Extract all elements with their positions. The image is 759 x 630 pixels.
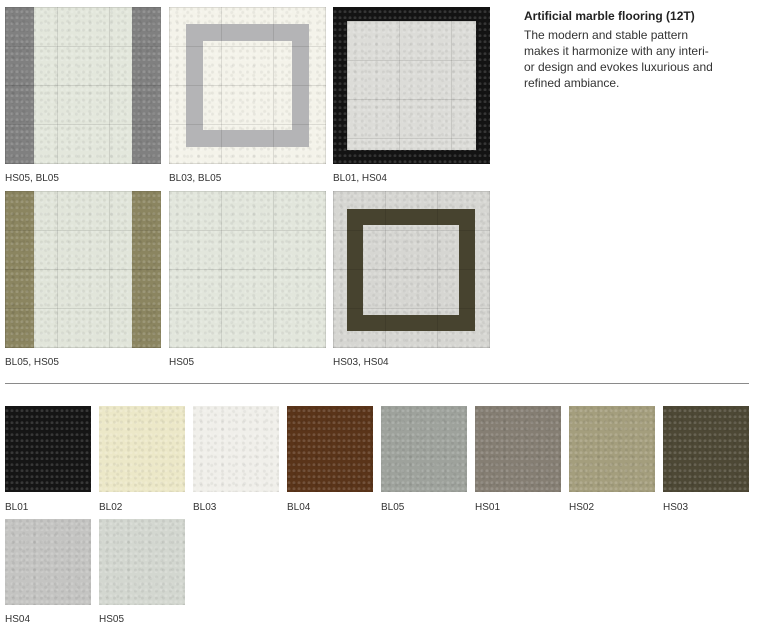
swatch-label: HS04 <box>5 614 31 625</box>
pattern-caption: BL03, BL05 <box>169 173 222 184</box>
swatch-label: HS05 <box>99 614 125 625</box>
pattern-caption: HS05 <box>169 357 195 368</box>
description-line: refined ambiance. <box>524 76 620 90</box>
product-description <box>524 27 749 91</box>
swatch-label: HS01 <box>475 502 501 513</box>
pattern-tile-bl05-hs05 <box>5 191 161 348</box>
swatch-label: HS02 <box>569 502 595 513</box>
swatch-bl04 <box>287 406 373 492</box>
pattern-caption: HS03, HS04 <box>333 357 389 368</box>
pattern-frame <box>347 209 475 331</box>
swatch-label: BL03 <box>193 502 217 513</box>
pattern-caption: HS05, BL05 <box>5 173 59 184</box>
section-divider <box>5 383 749 384</box>
swatch-bl02 <box>99 406 185 492</box>
pattern-frame <box>186 24 309 147</box>
swatch-label: BL01 <box>5 502 29 513</box>
pattern-tile-hs03-hs04 <box>333 191 490 348</box>
swatch-label: BL04 <box>287 502 311 513</box>
description-line: The modern and stable pattern <box>524 28 689 42</box>
pattern-tile-hs05-bl05 <box>5 7 161 164</box>
swatch-label: BL02 <box>99 502 123 513</box>
product-title: Artificial marble flooring (12T) <box>524 9 695 23</box>
pattern-center <box>347 21 476 150</box>
swatch-label: BL05 <box>381 502 405 513</box>
pattern-caption: BL05, HS05 <box>5 357 59 368</box>
pattern-band-left <box>5 191 34 348</box>
pattern-tile-bl01-hs04 <box>333 7 490 164</box>
description-line: makes it harmonize with any interi- <box>524 44 709 58</box>
swatch-hs05 <box>99 519 185 605</box>
swatch-bl05 <box>381 406 467 492</box>
swatch-bl03 <box>193 406 279 492</box>
pattern-tile-hs05 <box>169 191 326 348</box>
description-line: or design and evokes luxurious and <box>524 60 713 74</box>
pattern-band-right <box>132 191 161 348</box>
pattern-caption: BL01, HS04 <box>333 173 387 184</box>
pattern-band-left <box>5 7 34 164</box>
swatch-hs04 <box>5 519 91 605</box>
swatch-bl01 <box>5 406 91 492</box>
swatch-label: HS03 <box>663 502 689 513</box>
pattern-band-right <box>132 7 161 164</box>
pattern-tile-bl03-bl05 <box>169 7 326 164</box>
swatch-hs03 <box>663 406 749 492</box>
swatch-hs01 <box>475 406 561 492</box>
swatch-hs02 <box>569 406 655 492</box>
